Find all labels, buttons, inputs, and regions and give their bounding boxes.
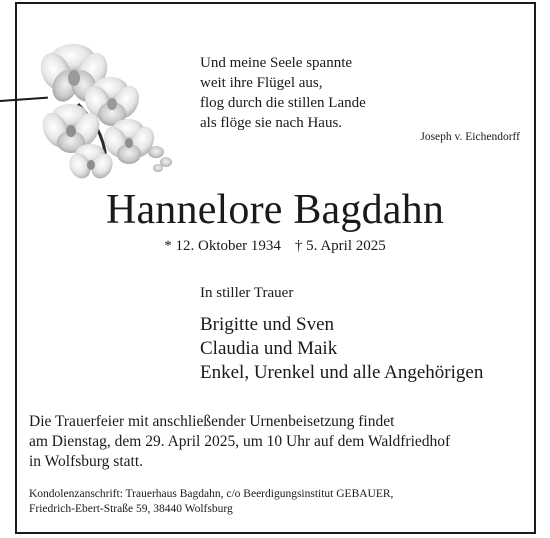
ceremony-line: Die Trauerfeier mit anschließender Urnenbeisetzung findet xyxy=(29,413,395,430)
deceased-name: Hannelore Bagdahn xyxy=(105,187,445,233)
poem-line: als flöge sie nach Haus. xyxy=(200,115,343,131)
mourner-entry: Brigitte und Sven xyxy=(200,314,335,335)
poem-line: weit ihre Flügel aus, xyxy=(200,75,323,91)
address-line: Kondolenzanschrift: Trauerhaus Bagdahn, c/o Beerdigungsinstitut GEBAUER, xyxy=(29,488,394,500)
condolence-address xyxy=(29,487,393,517)
mourner-entry: Enkel, Urenkel und alle Angehörigen xyxy=(200,362,484,383)
poem xyxy=(200,53,366,133)
poem-author: Joseph v. Eichendorff xyxy=(420,131,520,143)
poem-line: flog durch die stillen Lande xyxy=(200,95,366,111)
birth-date: * 12. Oktober 1934 xyxy=(164,238,281,254)
ceremony-line: in Wolfsburg statt. xyxy=(29,453,144,470)
mourner-entry: Claudia und Maik xyxy=(200,338,338,359)
orchid-illustration xyxy=(8,34,178,179)
poem-line: Und meine Seele spannte xyxy=(200,55,353,71)
ceremony-line: am Dienstag, dem 29. April 2025, um 10 Uhr auf dem Waldfriedhof xyxy=(29,433,451,450)
address-line: Friedrich-Ebert-Straße 59, 38440 Wolfsburg xyxy=(29,503,233,515)
death-date: † 5. April 2025 xyxy=(294,238,386,254)
mourners-list xyxy=(200,313,483,385)
life-dates xyxy=(0,238,550,255)
mourning-label: In stiller Trauer xyxy=(200,285,294,301)
ceremony-notice xyxy=(29,412,450,472)
